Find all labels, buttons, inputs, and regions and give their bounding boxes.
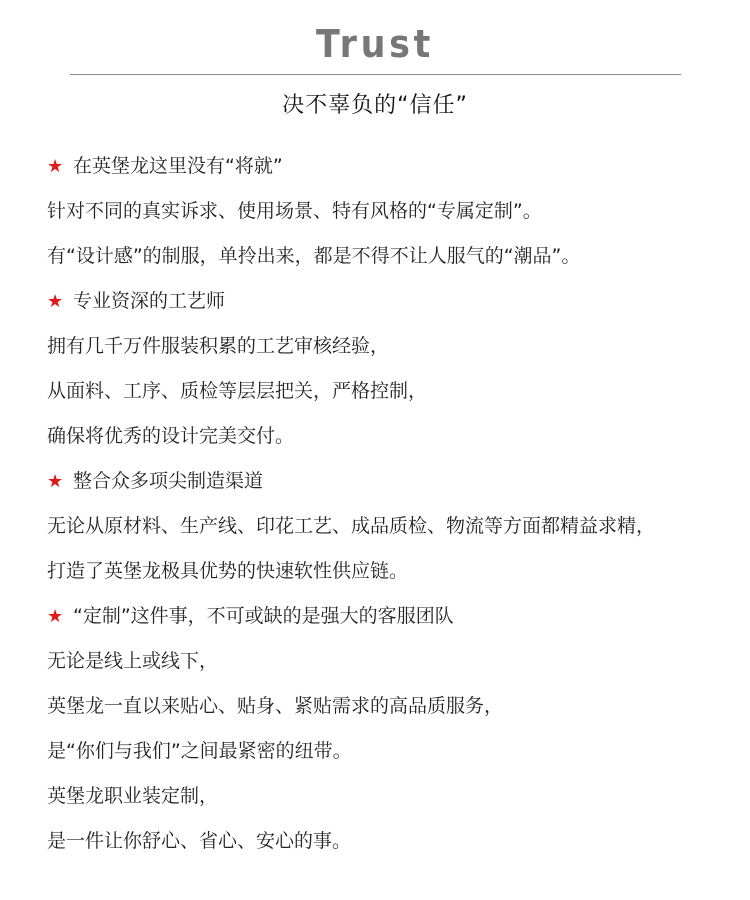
paragraph-line: 针对不同的真实诉求、使用场景、特有风格的“专属定制”。 <box>47 200 542 222</box>
page-title: Trust <box>315 22 435 66</box>
paragraph-line: 是“你们与我们”之间最紧密的纽带。 <box>47 740 352 762</box>
paragraph-line: 是一件让你舒心、省心、安心的事。 <box>47 830 352 852</box>
paragraph-line: 英堡龙一直以来贴心、贴身、紧贴需求的高品质服务， <box>47 695 504 717</box>
paragraph-line: 有“设计感”的制服，单拎出来，都是不得不让人服气的“潮品”。 <box>47 245 581 267</box>
paragraph-line: 无论从原材料、生产线、印花工艺、成品质检、物流等方面都精益求精， <box>47 515 656 537</box>
paragraph-line: 英堡龙职业装定制， <box>47 785 219 807</box>
paragraph-line: 打造了英堡龙极具优势的快速软性供应链。 <box>47 560 409 582</box>
star-icon: ★ <box>47 291 64 312</box>
section-heading-text: 专业资深的工艺师 <box>73 290 226 312</box>
title-divider <box>70 74 681 75</box>
section-heading-text: 在英堡龙这里没有“将就” <box>73 155 283 177</box>
page-subtitle: 决不辜负的“信任” <box>282 93 468 118</box>
content <box>47 148 747 868</box>
paragraph-line: 拥有几千万件服装积累的工艺审核经验， <box>47 335 390 357</box>
paragraph-line: 确保将优秀的设计完美交付。 <box>47 425 295 447</box>
section-heading <box>47 148 747 193</box>
section-heading <box>47 598 747 643</box>
paragraph-line: 从面料、工序、质检等层层把关，严格控制， <box>47 380 428 402</box>
section-heading-text: 整合众多项尖制造渠道 <box>73 470 264 492</box>
paragraph-line: 无论是线上或线下， <box>47 650 219 672</box>
section-heading <box>47 463 747 508</box>
star-icon: ★ <box>47 606 64 627</box>
star-icon: ★ <box>47 156 64 177</box>
section-heading-text: “定制”这件事，不可或缺的是强大的客服团队 <box>73 605 454 627</box>
section-heading <box>47 283 747 328</box>
star-icon: ★ <box>47 471 64 492</box>
